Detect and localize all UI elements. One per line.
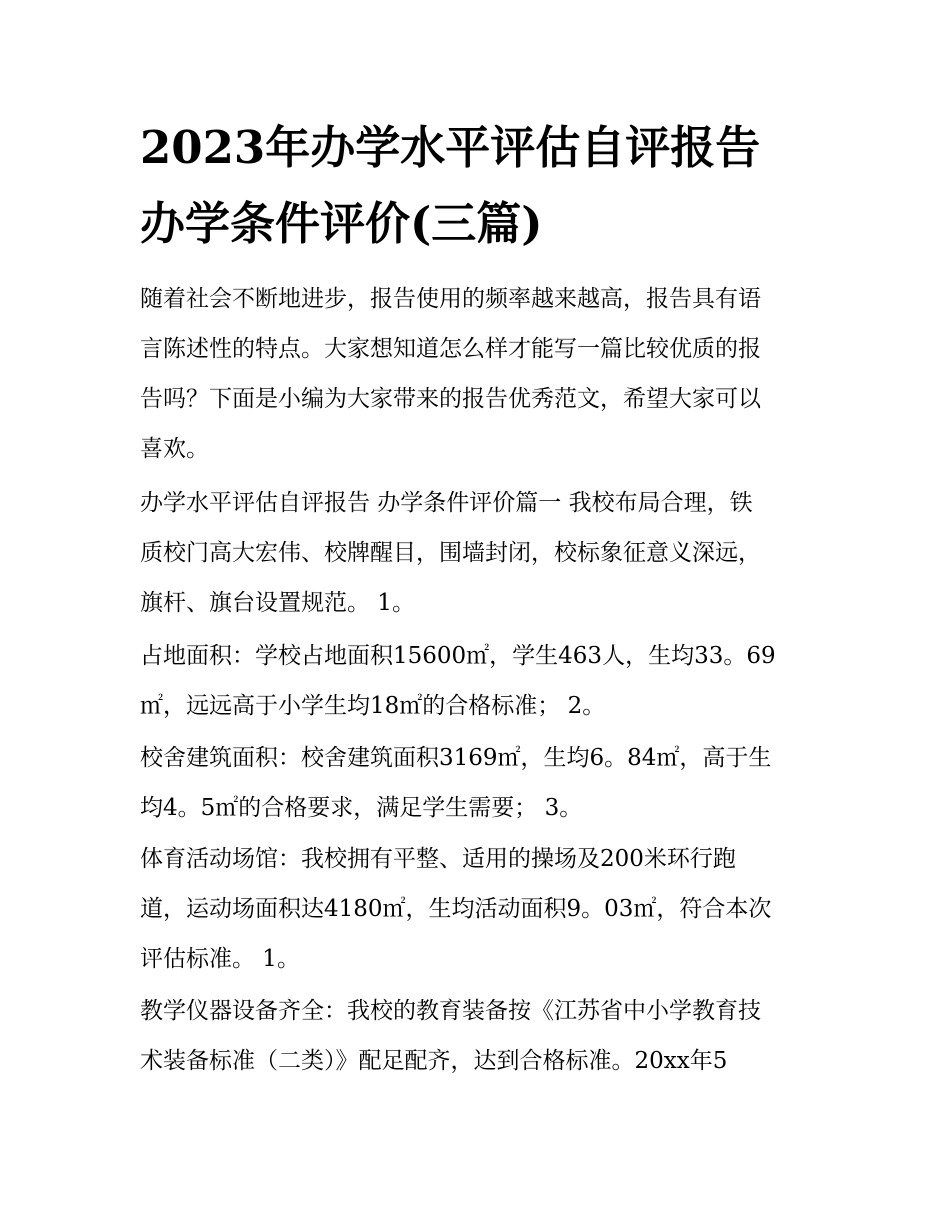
body-text-line: ㎡，远远高于小学生均18㎡的合格标准； 2。 [140,693,606,719]
body-text-line: 旗杆、旗台设置规范。 1。 [140,590,415,616]
body-text-line: 教学仪器设备齐全：我校的教育装备按《江苏省中小学教育技 [140,998,761,1024]
body-text-line: 道，运动场面积达4180㎡，生均活动面积9。03㎡，符合本次 [140,896,772,922]
document-title-line-1 [140,120,820,176]
body-text-line: 喜欢。 [140,436,209,462]
document-title-line-2 [140,196,820,252]
title-year: 2023 [140,121,266,174]
body-text-line: 办学水平评估自评报告 办学条件评价篇一 我校布局合理，铁 [140,490,753,516]
body-text-line: 质校门高大宏伟、校牌醒目，围墙封闭，校标象征意义深远， [140,540,761,566]
title-text: 年办学水平评估自评报告 [265,121,761,174]
body-text-line: 随着社会不断地进步，报告使用的频率越来越高，报告具有语 [140,286,761,312]
body-text-line: 评估标准。 1。 [140,946,300,972]
body-text-line: 校舍建筑面积：校舍建筑面积3169㎡，生均6。84㎡，高于生 [140,745,772,771]
body-text-line: 体育活动场馆：我校拥有平整、适用的操场及200米环行跑 [140,846,736,872]
title-text: 办学条件评价(三篇) [140,197,543,250]
body-text-line: 告吗？下面是小编为大家带来的报告优秀范文，希望大家可以 [140,386,761,412]
body-text-line: 言陈述性的特点。大家想知道怎么样才能写一篇比较优质的报 [140,336,761,362]
body-text-line: 占地面积：学校占地面积15600㎡，学生463人，生均33。69 [140,643,776,669]
body-text-line: 术装备标准（二类）》配足配齐，达到合格标准。20xx年5 [140,1048,728,1074]
body-text-line: 均4。5㎡的合格要求，满足学生需要； 3。 [140,795,583,821]
